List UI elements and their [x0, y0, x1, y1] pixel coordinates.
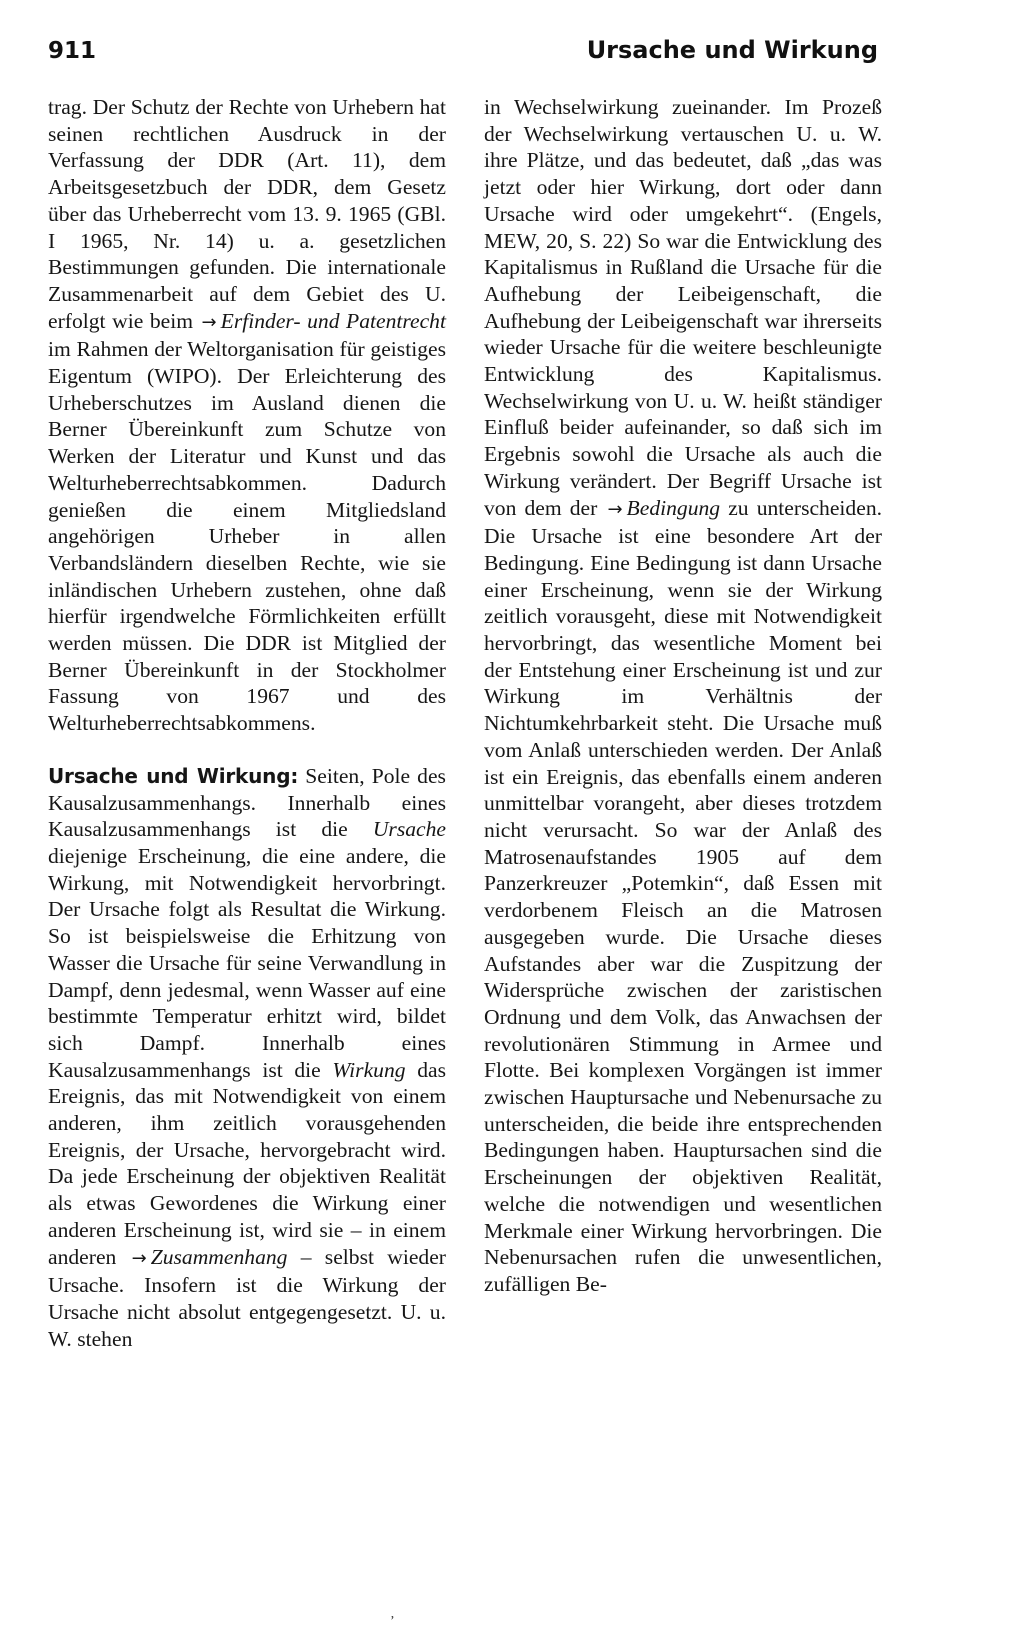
left-column: [48, 94, 446, 1352]
cross-reference-erfinder-patentrecht: Erfinder- und Patentrecht: [220, 308, 446, 333]
text-run: – selbst wieder Ursache. Insofern ist die Wirkung der Ursache nicht absolut entgegengesetzt. U. u. W. stehen: [48, 1244, 446, 1351]
emphasis-wirkung: Wirkung: [332, 1057, 406, 1082]
text-run: in Wechselwirkung zueinander. Im Prozeß der Wechselwirkung vertauschen U. u. W. ihre Plätze, und das bedeutet, daß „das was jetzt oder hier Wirkung, dort oder dann Ursache wird oder umgekehrt“. (Engels, MEW, 20, S. 22) So war die Entwicklung des Kapitalismus in Rußland die Ursache für die Aufhebung der Leibeigenschaft, die Aufhebung der Leibeigenschaft war ihrerseits wieder Ursache für die weitere beschleunigte Entwicklung des Kapitalismus. Wechselwirkung von U. u. W. heißt ständiger Einfluß beider aufeinander, so daß sich im Ergebnis sowohl die Ursache als auch die Wirkung verändert. Der Begriff Ursache ist von dem der: [484, 95, 882, 520]
cross-reference-arrow-icon: →: [201, 311, 217, 333]
text-run: das Ereignis, das mit Notwendigkeit von einem anderen, ihm zeitlich vorausgehenden Ereignis, der Ursache, hervorgebracht wird. Da jede Erscheinung der objektiven Realität als etwas Gewordenes die Wirkung einer anderen Erscheinung ist, wird sie – in einem anderen: [48, 1057, 446, 1269]
page-header: [48, 36, 878, 76]
cross-reference-zusammenhang: Zusammenhang: [150, 1244, 288, 1269]
footer-mark: ’: [390, 1614, 395, 1629]
cross-reference-arrow-icon: →: [607, 498, 623, 520]
text-run: im Rahmen der Weltorganisation für geistiges Eigentum (WIPO). Der Erleichterung des Urheberschutzes im Ausland dienen die Berner Übereinkunft zum Schutze von Werken der Literatur und Kunst und das Welturheberrechtsabkommen. Dadurch genießen die einem Mitgliedsland angehörigen Urheber in allen Verbandsländern dieselben Rechte, wie sie inländischen Urhebern zustehen, ohne daß hierfür irgendwelche Förmlichkeiten erfüllt werden müssen. Die DDR ist Mitglied der Berner Übereinkunft in der Stockholmer Fassung von 1967 und des Welturheberrechtsabkommens.: [48, 337, 446, 736]
text-run: zu unterscheiden. Die Ursache ist eine besondere Art der Bedingung. Eine Bedingung ist dann Ursache einer Erscheinung, wenn sie der Wirkung zeitlich vorausgeht, diese mit Notwendigkeit hervorbringt, das wesentliche Moment bei der Entstehung einer Erscheinung ist und zur Wirkung im Verhältnis der Nichtumkehrbarkeit steht. Die Ursache muß vom Anlaß unterschieden werden. Der Anlaß ist ein Ereignis, das ebenfalls einem anderen unmittelbar vorangeht, aber dieses trotzdem nicht verursacht. So war der Anlaß des Matrosenaufstandes 1905 auf dem Panzerkreuzer „Potemkin“, daß Essen mit verdorbenem Fleisch an die Matrosen ausgegeben wurde. Die Ursache dieses Aufstandes aber war die Zuspitzung der Widersprüche zwischen der zaristischen Ordnung und dem Volk, das Anwachsen der revolutionären Stimmung in Armee und Flotte. Bei komplexen Vorgängen ist immer zwischen Hauptursache und Nebenursache zu unterscheiden, die beide ihre entsprechenden Bedingungen haben. Hauptursachen sind die Erscheinungen der objektiven Realität, welche die notwendigen und wesentlichen Merkmale einer Wirkung hervorbringen. Die Nebenursachen rufen die unwesentlichen, zufälligen Be-: [484, 495, 883, 1296]
cross-reference-bedingung: Bedingung: [626, 495, 721, 520]
text-run: trag. Der Schutz der Rechte von Urhebern hat seinen rechtlichen Ausdruck in der Verfassung der DDR (Art. 11), dem Arbeitsgesetzbuch der DDR, dem Gesetz über das Urheberrecht vom 13. 9. 1965 (GBl. I 1965, Nr. 14) u. a. gesetzlichen Bestimmungen gefunden. Die internationale Zusammenarbeit auf dem Gebiet des U. erfolgt wie beim: [48, 95, 446, 333]
emphasis-ursache: Ursache: [372, 817, 446, 842]
paragraph-copyright-continuation: [48, 94, 446, 737]
paragraph-wechselwirkung: [484, 94, 882, 1298]
entry-headword: Ursache und Wirkung:: [48, 763, 299, 788]
running-title: Ursache und Wirkung: [586, 36, 878, 64]
cross-reference-arrow-icon: →: [131, 1247, 147, 1269]
entry-ursache-und-wirkung: [48, 763, 446, 1352]
right-column: [484, 94, 882, 1298]
page-number: 911: [48, 38, 97, 64]
text-run: Seiten, Pole des Kausalzusammenhangs. Innerhalb eines Kausalzusammenhangs ist die: [48, 763, 446, 842]
text-run: diejenige Erscheinung, die eine andere, die Wirkung, mit Notwendigkeit hervorbringt. Der Ursache folgt als Resultat die Wirkung. So ist beispielsweise die Erhitzung von Wasser die Ursache für seine Verwandlung in Dampf, denn jedesmal, wenn Wasser auf eine bestimmte Temperatur erhitzt wird, bildet sich Dampf. Innerhalb eines Kausalzusammenhangs ist die: [48, 843, 446, 1082]
